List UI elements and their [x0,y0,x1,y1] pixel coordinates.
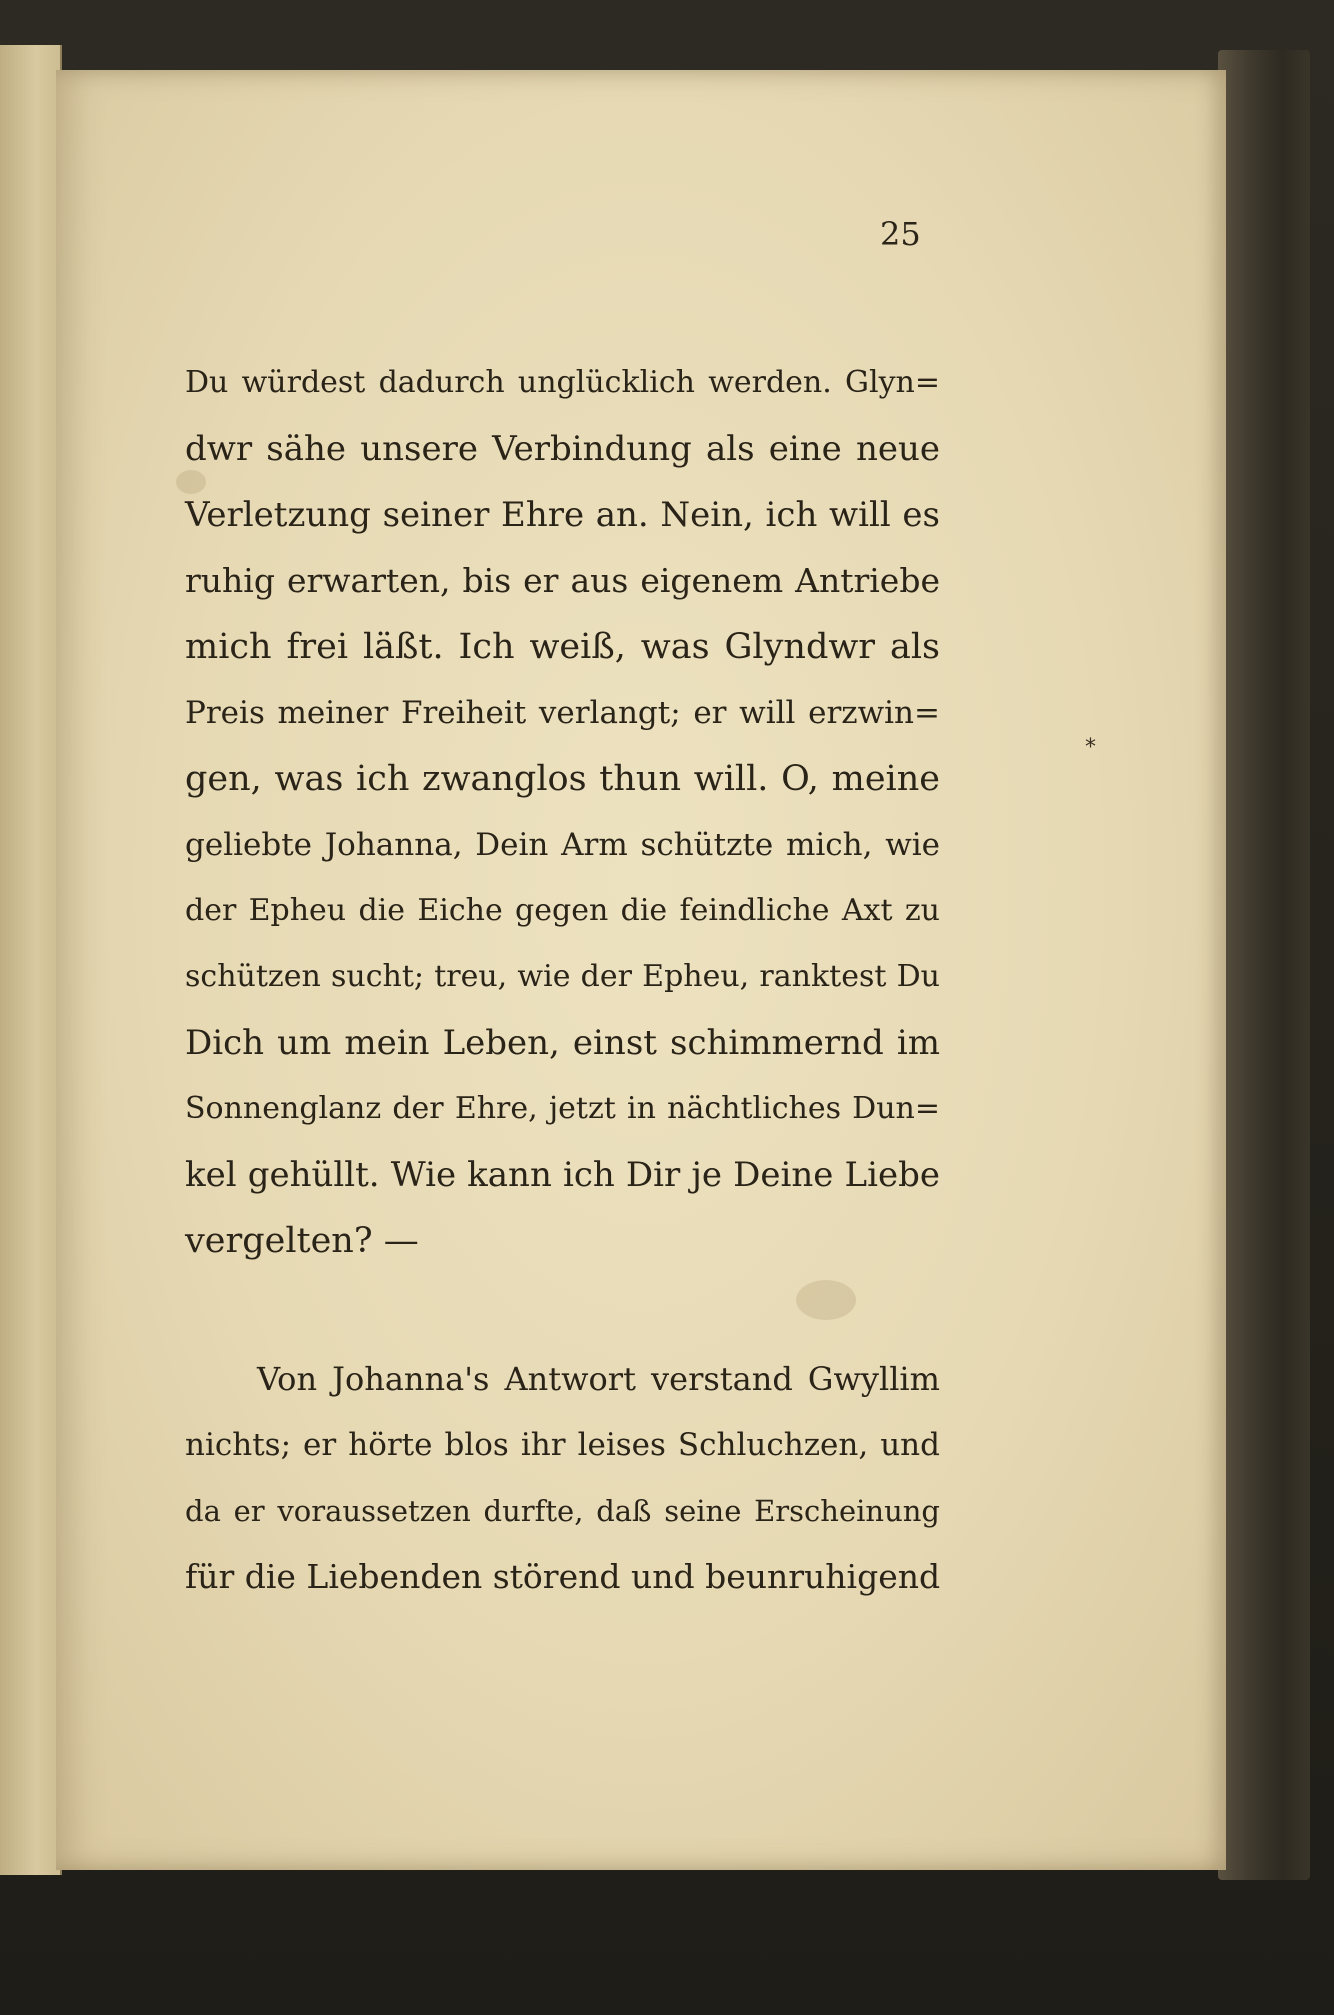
text-line: kel gehüllt. Wie kann ich Dir je Deine Liebe [185,1155,940,1195]
text-line: nichts; er hörte blos ihr leises Schluchzen, und [185,1427,940,1463]
text-line: Dich um mein Leben, einst schimmernd im [185,1023,940,1063]
text-line: da er voraussetzen durfte, daß seine Erscheinung [185,1494,940,1528]
text-line: Verletzung seiner Ehre an. Nein, ich will es [185,495,940,535]
page-number: 25 [880,215,921,253]
book-cover-board [1218,50,1310,1880]
text-line: der Epheu die Eiche gegen die feindliche Axt zu [185,893,940,928]
paragraph [185,1346,940,1610]
text-line: für die Liebenden störend und beunruhigend [185,1557,941,1596]
text-line: Sonnenglanz der Ehre, jetzt in nächtliches Dun= [185,1091,940,1126]
text-line: ruhig erwarten, bis er aus eigenem Antriebe [185,561,940,600]
text-line: vergelten? — [185,1221,419,1261]
text-line: gen, was ich zwanglos thun will. O, meine [185,759,940,799]
text-line: Du würdest dadurch unglücklich werden. Glyn= [185,365,940,400]
margin-mark: ⁎ [1085,728,1096,753]
paragraph [185,350,940,1274]
text-line: dwr sähe unsere Verbindung als eine neue [185,429,940,469]
text-line: schützen sucht; treu, wie der Epheu, ranktest Du [185,959,940,994]
text-line: Von Johanna's Antwort verstand Gwyllim [257,1360,940,1398]
left-page-edge [0,45,62,1875]
text-line: Preis meiner Freiheit verlangt; er will erzwin= [185,695,940,731]
text-line: mich frei läßt. Ich weiß, was Glyndwr als [185,627,940,667]
body-text [185,350,940,1610]
text-line: geliebte Johanna, Dein Arm schützte mich, wie [185,827,940,863]
paragraph-gap [185,1274,940,1346]
